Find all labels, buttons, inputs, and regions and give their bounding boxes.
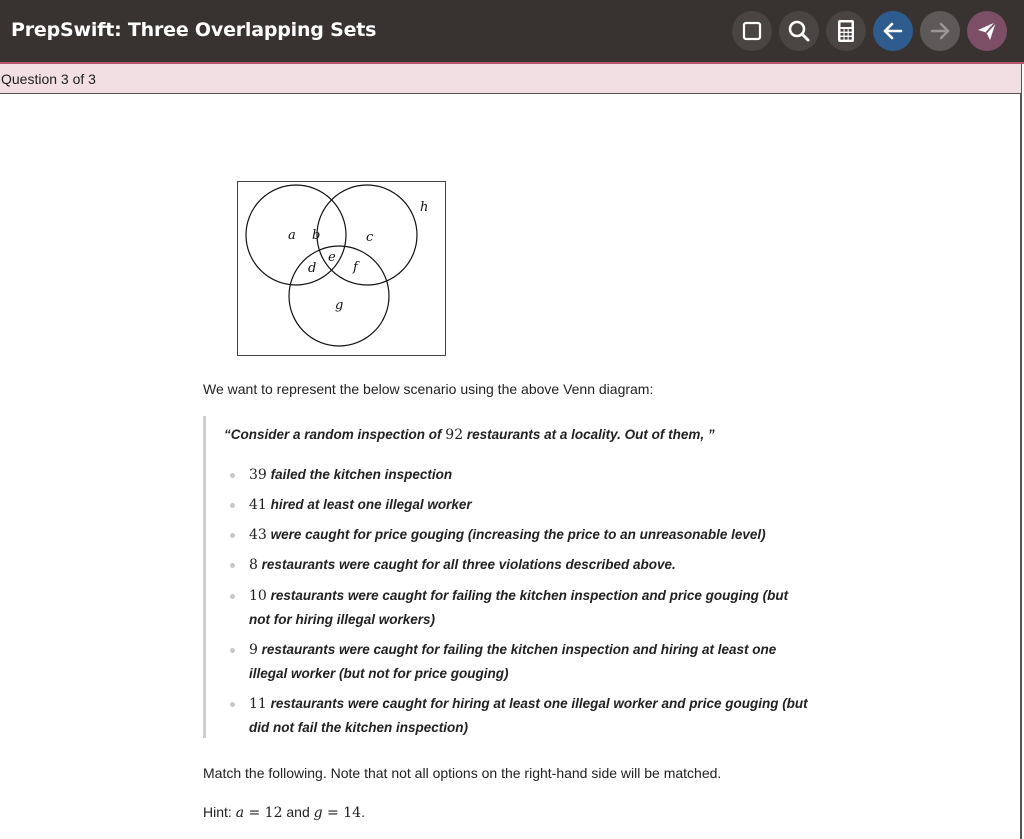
bullet-icon [230, 594, 235, 599]
list-item [249, 493, 809, 517]
list-item [249, 463, 809, 487]
scenario-quote [203, 416, 806, 738]
app-title: PrepSwift: Three Overlapping Sets [11, 19, 377, 41]
item-number: 39 [249, 467, 267, 483]
list-item [249, 692, 809, 740]
item-text: hired at least one illegal worker [266, 497, 472, 512]
list-item [249, 553, 809, 577]
square-icon [741, 20, 763, 42]
hint-text [203, 804, 365, 821]
arrow-left-icon [881, 19, 905, 43]
item-number: 41 [249, 497, 267, 513]
quote-head-number: 92 [445, 427, 464, 443]
submit-button[interactable] [967, 11, 1007, 51]
item-number: 10 [249, 588, 267, 604]
top-bar [0, 0, 1024, 64]
search-icon [787, 19, 811, 43]
quote-heading [224, 427, 715, 443]
region-label-e: e [328, 250, 336, 265]
question-progress-bar [0, 64, 1022, 94]
match-instruction: Match the following. Note that not all options on the right-hand side will be matched. [203, 765, 722, 781]
item-number: 8 [249, 557, 258, 573]
hint-variable-a: a [235, 805, 245, 821]
bullet-icon [230, 533, 235, 538]
bullet-icon [230, 563, 235, 568]
calculator-button[interactable] [826, 11, 866, 51]
question-counter: Question 3 of 3 [1, 71, 96, 87]
region-label-a: a [288, 228, 296, 243]
item-text: restaurants were caught for hiring at least one illegal worker and price gouging (but did not fail the kitchen inspection) [249, 696, 808, 735]
quote-head-text: “Consider a random inspection of [224, 427, 446, 442]
hint-variable-g: g [313, 805, 323, 821]
item-number: 43 [249, 527, 267, 543]
bullet-icon [230, 473, 235, 478]
item-text: were caught for price gouging (increasing the price to an unreasonable level) [266, 527, 766, 542]
intro-text: We want to represent the below scenario using the above Venn diagram: [203, 381, 654, 397]
bullet-icon [230, 702, 235, 707]
calculator-icon [835, 19, 857, 43]
item-text: restaurants were caught for failing the kitchen inspection and price gouging (but not for hiring illegal workers) [249, 588, 789, 627]
list-item [249, 523, 809, 547]
venn-diagram [237, 181, 446, 356]
region-label-c: c [366, 230, 374, 245]
list-item [249, 584, 809, 632]
quote-head-text-end: restaurants at a locality. Out of them, ” [463, 427, 715, 442]
item-number: 9 [249, 642, 258, 658]
hint-value-g: = 14 [322, 805, 362, 821]
item-text: failed the kitchen inspection [266, 467, 453, 482]
venn-svg [238, 182, 447, 357]
arrow-right-icon [928, 19, 952, 43]
region-label-d: d [308, 261, 317, 276]
send-icon [975, 19, 999, 43]
item-number: 11 [249, 696, 267, 712]
hint-end: . [361, 804, 365, 820]
bullet-icon [230, 648, 235, 653]
region-label-g: g [335, 298, 344, 313]
content-right-border [1020, 94, 1022, 839]
bullet-icon [230, 503, 235, 508]
region-label-f: f [353, 260, 358, 275]
fullscreen-button[interactable] [732, 11, 772, 51]
hint-value-a: = 12 [244, 805, 283, 821]
hint-and: and [282, 804, 314, 820]
search-button[interactable] [779, 11, 819, 51]
hint-prefix: Hint: [203, 804, 236, 820]
item-text: restaurants were caught for all three violations described above. [257, 557, 676, 572]
region-label-b: b [312, 228, 321, 243]
list-item [249, 638, 809, 686]
item-text: restaurants were caught for failing the kitchen inspection and hiring at least one illegal worker (but not for price gouging) [249, 642, 777, 681]
forward-button[interactable] [920, 11, 960, 51]
back-button[interactable] [873, 11, 913, 51]
region-label-h: h [420, 200, 429, 215]
